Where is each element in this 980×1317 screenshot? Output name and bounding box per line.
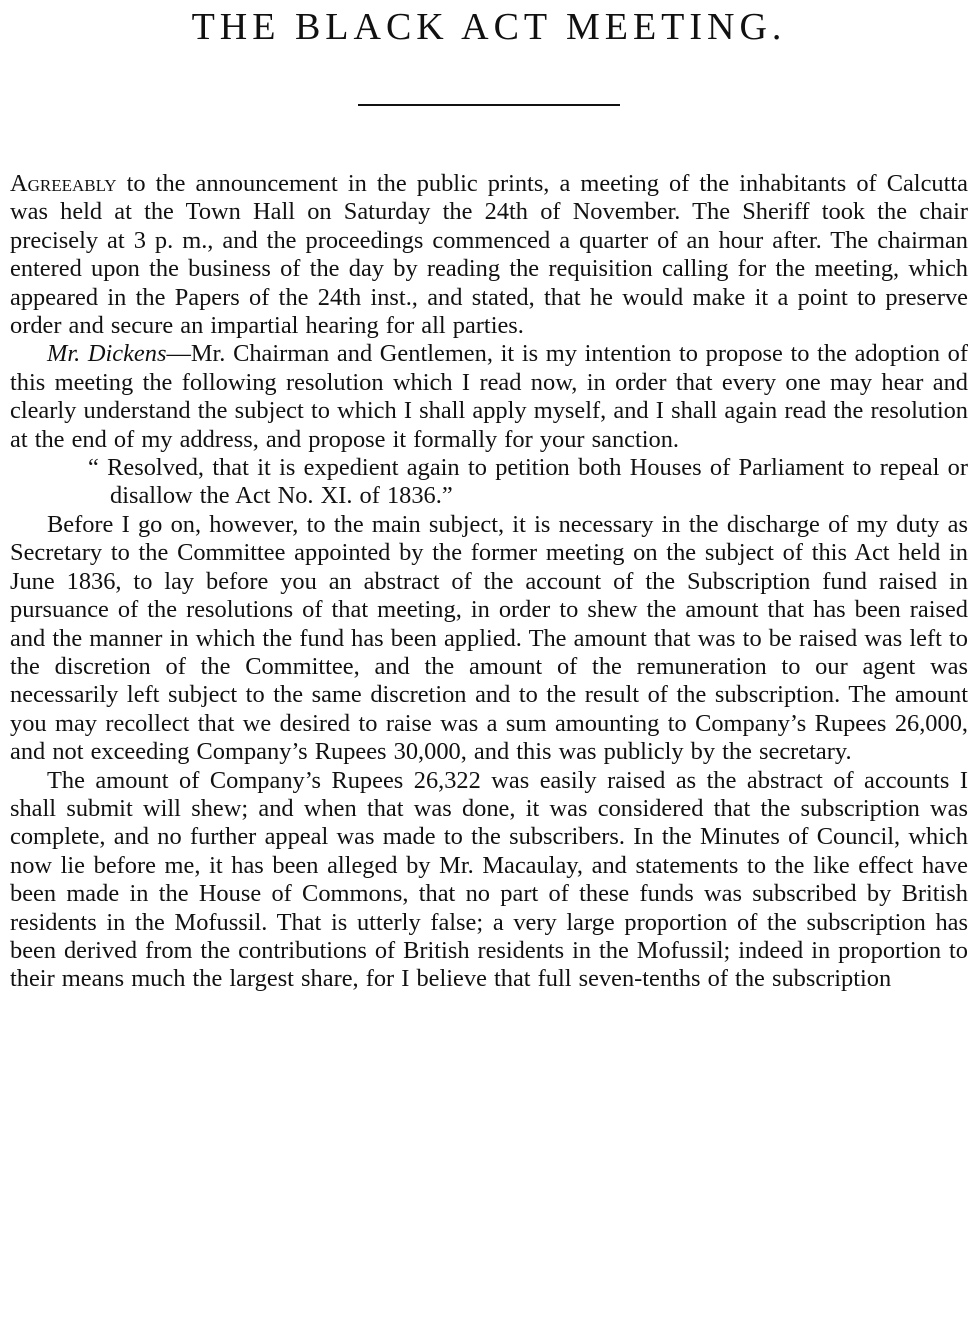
document-page bbox=[10, 0, 968, 994]
paragraph-subscription: Before I go on, however, to the main subject, it is necessary in the discharge of my duty as Secretary to the Committee appointed by the former meeting on the subject of this Act held in June 1836, to lay before you an abstract of the account of the Subscription fund raised in pursuance of the resolutions of that meeting, in order to shew the amount that has been raised and the manner in which the fund has been applied. The amount that was to be raised was left to the discretion of the Committee, and the amount of the remuneration to our agent was necessarily left subject to the same discretion and to the result of the subscription. The amount you may recollect that we desired to raise was a sum amounting to Company’s Rupees 26,000, and not exceeding Company’s Rupees 30,000, and this was publicly by the secretary. bbox=[10, 510, 968, 766]
opening-word: Agreeably bbox=[10, 170, 117, 197]
speaker-name: Mr. Dickens bbox=[47, 340, 167, 368]
page-title: THE BLACK ACT MEETING. bbox=[191, 6, 787, 48]
paragraph-amount: The amount of Company’s Rupees 26,322 was easily raised as the abstract of accounts I shall submit will shew; and when that was done, it was considered that the subscription was complete, and no further appeal was made to the subscribers. In the Minutes of Council, which now lie before me, it has been alleged by Mr. Macaulay, and statements to the like effect have been made in the House of Commons, that no part of these funds was subscribed by British residents in the Mofussil. That is utterly false; a very large proportion of the subscription has been derived from the contributions of British residents in the Mofussil; indeed in proportion to their means much the largest share, for I believe that full seven-tenths of the subscription bbox=[10, 766, 968, 993]
title-divider bbox=[358, 104, 620, 106]
paragraph-speech bbox=[10, 340, 968, 454]
article-body bbox=[10, 170, 968, 994]
speech-text: —Mr. Chairman and Gentlemen, it is my intention to propose to the adoption of this meeting the following resolution which I read now, in order that every one may hear and clearly understand the subject to which I shall apply myself, and I shall again read the resolution at the end of my address, and propose it formally for your sanction. bbox=[10, 340, 968, 453]
paragraph-opening bbox=[10, 170, 968, 340]
opening-text: to the announcement in the public prints, a meeting of the inhabitants of Calcutta was held at the Town Hall on Saturday the 24th of November. The Sheriff took the chair precisely at 3 p. m., and the proceedings commenced a quarter of an hour after. The chairman entered upon the business of the day by reading the requisition calling for the meeting, which appeared in the Papers of the 24th inst., and stated, that he would make it a point to preserve order and secure an impartial hearing for all parties. bbox=[10, 170, 968, 340]
resolution-quote: “ Resolved, that it is expedient again to petition both Houses of Parliament to repeal or disallow the Act No. XI. of 1836.” bbox=[88, 454, 968, 510]
